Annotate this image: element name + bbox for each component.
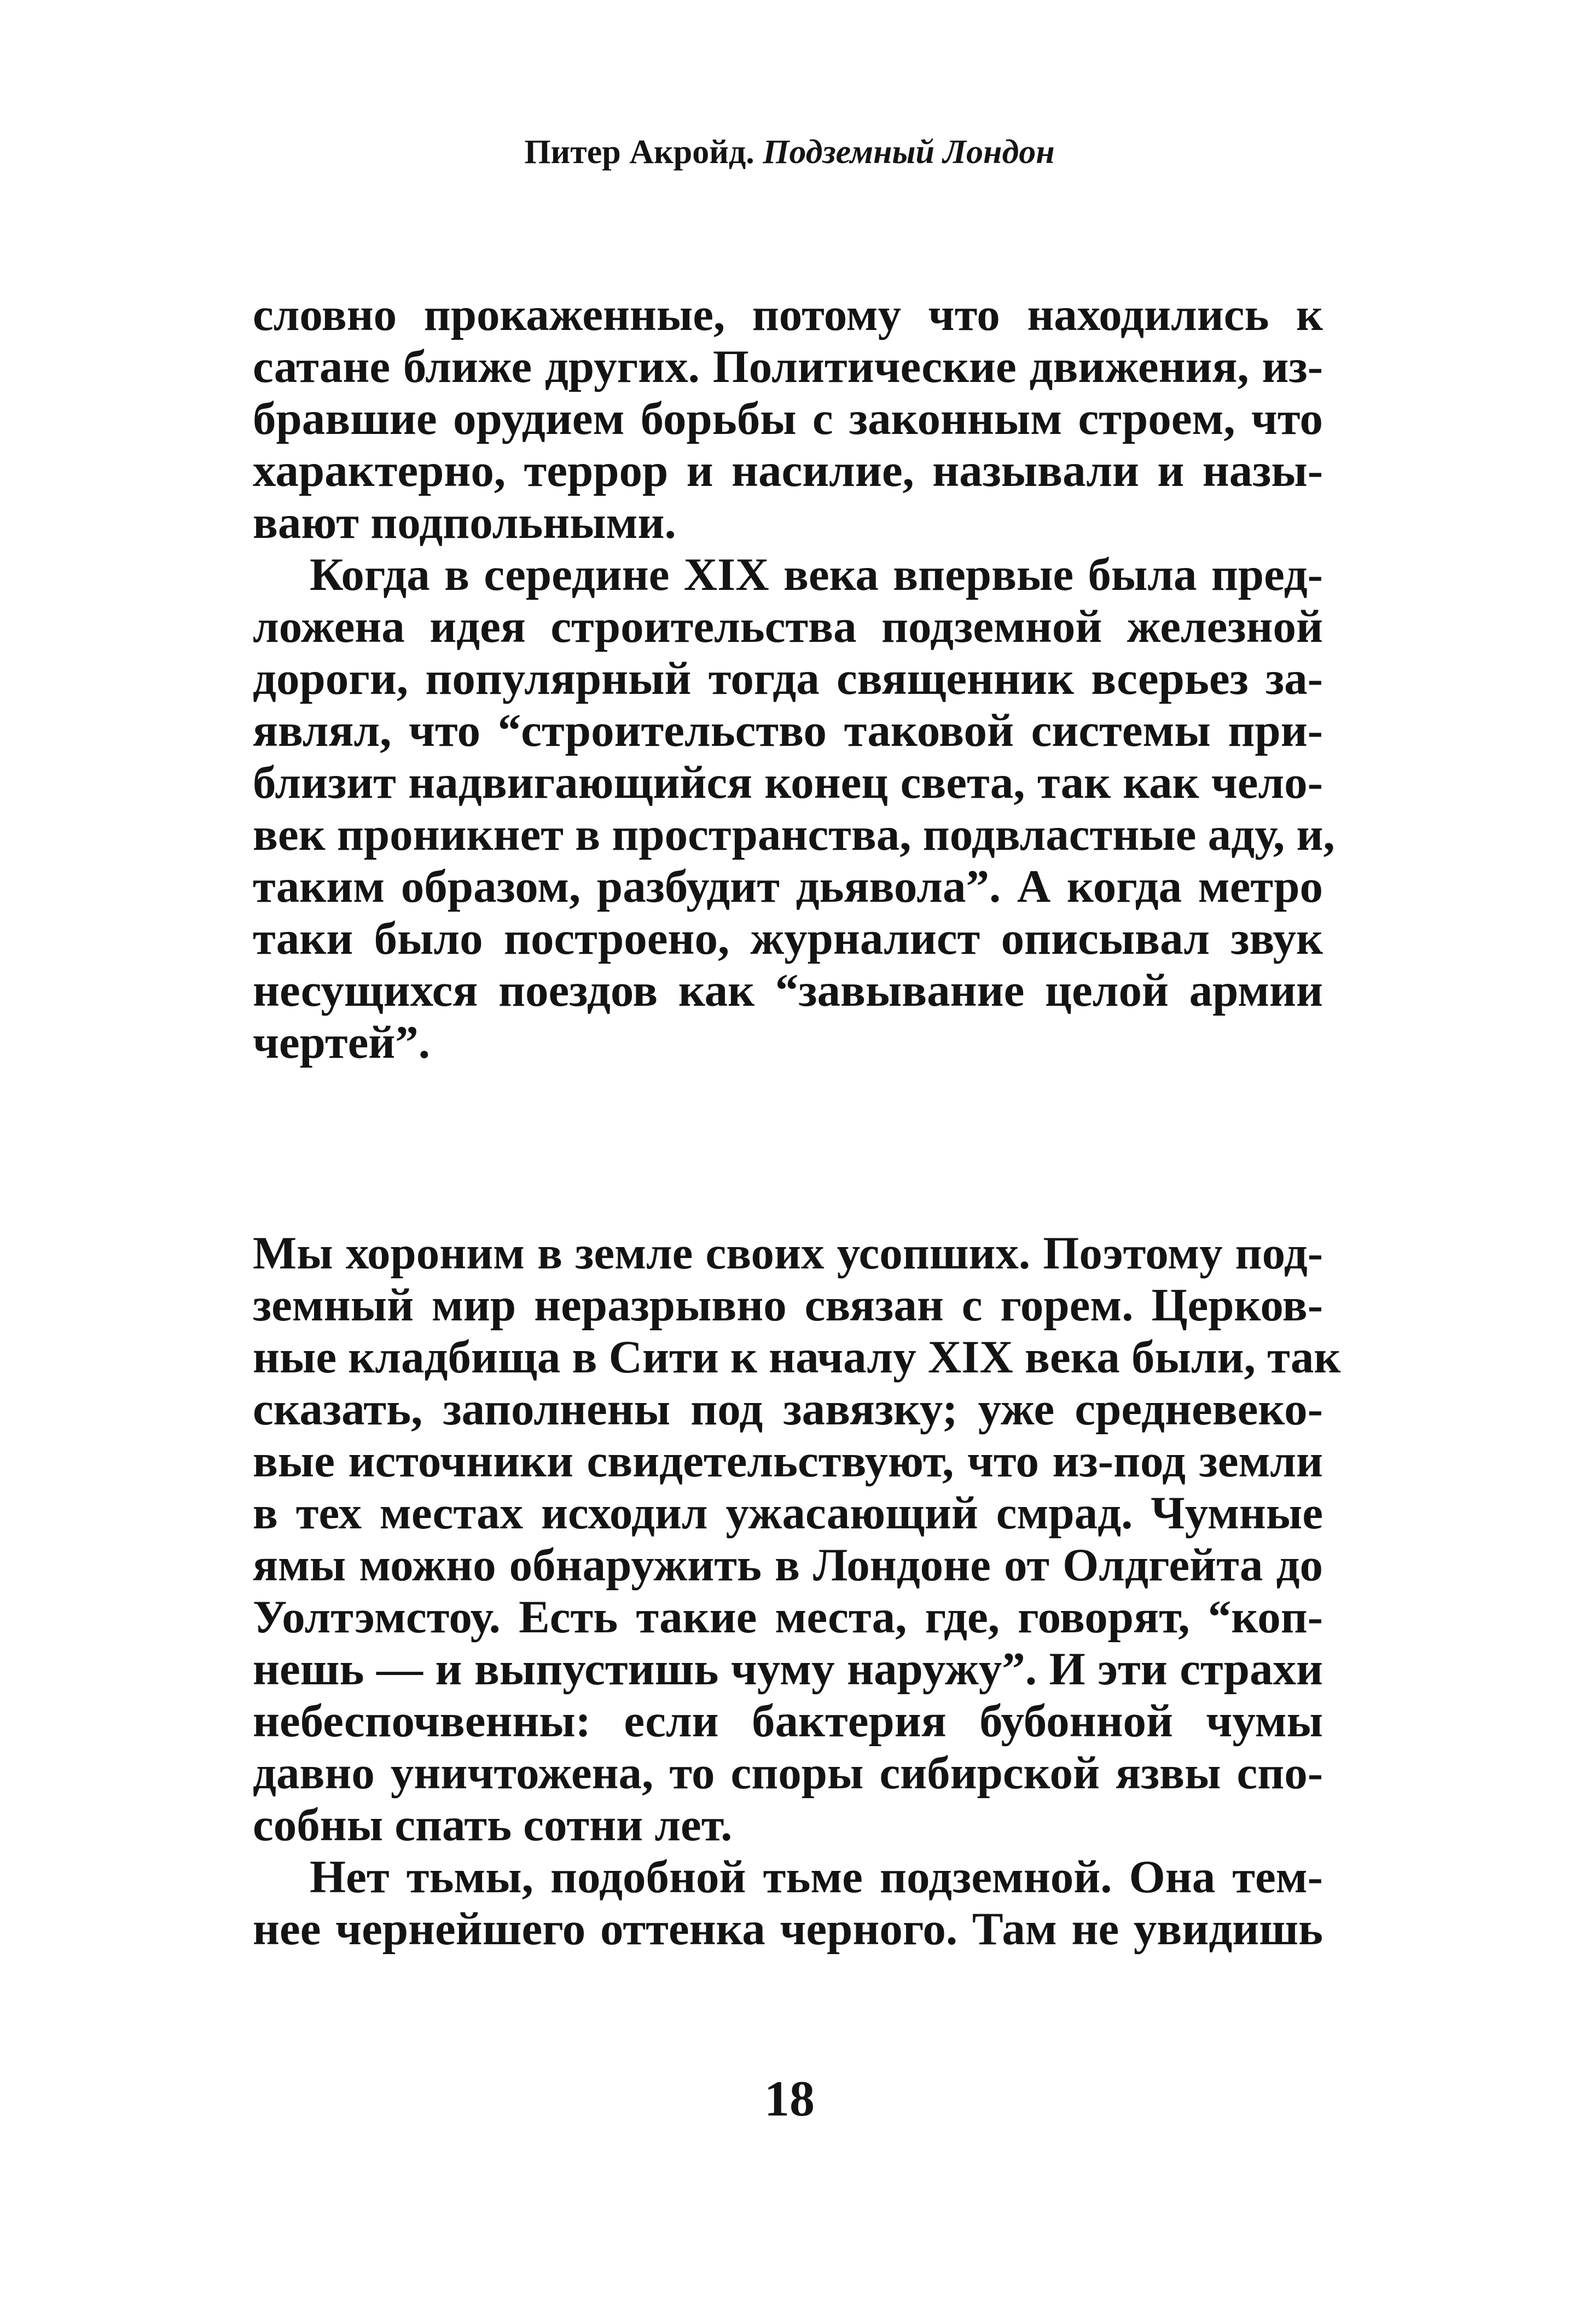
text-line: век проникнет в пространства, подвластные аду, и, — [253, 809, 1335, 860]
text-line: ложена идея строительства подземной железной — [253, 601, 1323, 652]
text-line: собны спать сотни лет. — [253, 1799, 733, 1851]
text-line: чертей”. — [253, 1017, 431, 1068]
text-line: Уолтэмстоу. Есть такие места, где, говорят, “коп- — [253, 1591, 1323, 1643]
text-line: словно прокаженные, потому что находились к — [253, 289, 1323, 340]
text-line: сказать, заполнены под завязку; уже средневеко- — [253, 1383, 1323, 1435]
running-head — [0, 130, 1579, 174]
text-line: небеспочвенны: если бактерия бубонной чумы — [253, 1695, 1323, 1747]
text-line: сатане ближе других. Политические движения, из- — [253, 341, 1323, 392]
text-line: таки было построено, журналист описывал звук — [253, 913, 1323, 964]
text-line: земный мир неразрывно связан с горем. Церков- — [253, 1279, 1323, 1331]
running-head-author: Питер Акройд. — [524, 134, 754, 171]
running-head-book-title: Подземный Лондон — [763, 134, 1055, 171]
text-line: нее чернейшего оттенка черного. Там не увидишь — [253, 1903, 1323, 1955]
text-line: бравшие орудием борьбы с законным строем, что — [253, 393, 1323, 444]
text-line: вают подпольными. — [253, 497, 676, 548]
text-line: Нет тьмы, подобной тьме подземной. Она тем- — [310, 1851, 1323, 1903]
text-line: ямы можно обнаружить в Лондоне от Олдгейта до — [253, 1539, 1323, 1591]
text-line: Мы хороним в земле своих усопших. Поэтому под- — [253, 1227, 1323, 1279]
text-line: являл, что “строительство таковой системы при- — [253, 705, 1323, 756]
text-line: в тех местах исходил ужасающий смрад. Чумные — [253, 1487, 1323, 1539]
text-line: таким образом, разбудит дьявола”. А когда метро — [253, 861, 1323, 912]
text-line: ные кладбища в Сити к началу XIX века были, так — [253, 1331, 1341, 1383]
text-line: характерно, террор и насилие, называли и назы- — [253, 445, 1323, 496]
text-line: давно уничтожена, то споры сибирской язвы спо- — [253, 1747, 1323, 1799]
text-line: дороги, популярный тогда священник всерьез за- — [253, 653, 1323, 704]
text-line: вые источники свидетельствуют, что из-под земли — [253, 1435, 1323, 1487]
text-line: близит надвигающийся конец света, так как чело- — [253, 757, 1323, 808]
text-line: Когда в середине XIX века впервые была пред- — [310, 549, 1323, 600]
page-number: 18 — [764, 2071, 815, 2126]
text-line: нешь — и выпустишь чуму наружу”. И эти страхи — [253, 1643, 1323, 1695]
text-line: несущихся поездов как “завывание целой армии — [253, 965, 1323, 1016]
